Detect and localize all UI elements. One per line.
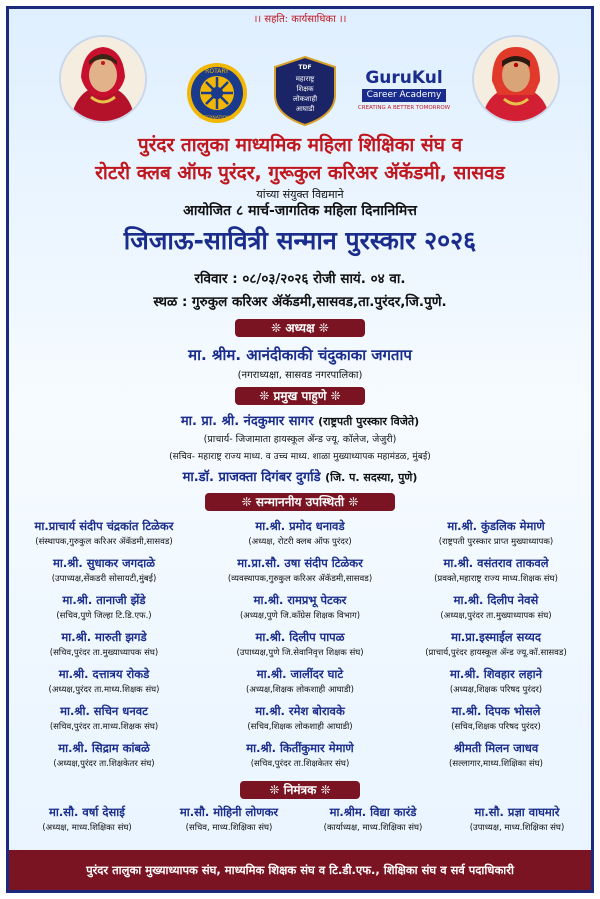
presence-desc: (अध्यक्ष,पुरंदर ता.मुख्याध्यापक संघ) xyxy=(440,611,552,621)
presence-item xyxy=(9,630,199,658)
chief-guest-2-name: मा.डॉ. प्राजक्ता दिगंबर दुर्गाडे xyxy=(182,470,321,485)
presence-desc: (अध्यक्ष,पुरंदर ता.माध्य.शिक्षक संघ) xyxy=(48,685,160,695)
presence-name: मा.श्री. कुंडलिक मेमाणे xyxy=(447,519,545,533)
gurukul-tagline: CREATING A BETTER TOMORROW xyxy=(357,105,451,111)
poster-frame xyxy=(6,6,594,893)
rotary-bottom-text: INTERNATIONAL xyxy=(198,116,236,121)
presence-desc: (राष्ट्रपती पुरस्कार प्राप्त मुख्याध्यापक) xyxy=(438,537,554,547)
presence-name: मा.श्री. जालींदर घाटे xyxy=(256,667,344,681)
invitation-desc: (उपाध्यक्ष, माध्य.शिक्षिका संघ) xyxy=(469,823,565,833)
presence-name: मा.प्रा.इस्माईल सय्यद xyxy=(451,630,541,644)
presence-desc: (प्राचार्य,पुरंदर हायस्कूल ॲन्ड ज्यू.कॉ.सासवड) xyxy=(425,648,567,658)
presence-name: मा.प्रा.सौ. उषा संदीप टिळेकर xyxy=(237,556,363,570)
presence-item xyxy=(205,630,395,658)
jijau-portrait-icon xyxy=(61,37,145,121)
presence-item xyxy=(9,667,199,695)
chief-guest-1-note: (राष्ट्रपती पुरस्कार विजेते) xyxy=(318,415,420,428)
presence-desc: (सचिव,पुरंदर ता.माध्य.शिक्षक संघ) xyxy=(49,722,159,732)
presence-desc: (सचिव,शिक्षक लोकशाही आघाडी) xyxy=(247,722,353,732)
invitation-item xyxy=(447,805,587,833)
presence-item xyxy=(9,556,199,584)
presence-item xyxy=(205,741,395,769)
presence-name: मा.श्री. सिद्राम कांबळे xyxy=(58,741,150,755)
top-tag: ।। सहति: कार्यसाधिका ।। xyxy=(253,14,347,25)
presence-item xyxy=(401,519,591,547)
invitation-name: मा.सौ. मोहिनी लोणकर xyxy=(179,805,279,819)
presence-name: मा.श्री. दिलीप नेवसे xyxy=(453,593,539,607)
presence-desc: (अध्यक्ष,पुणे जि.कॉंग्रेस शिक्षक विभाग) xyxy=(239,611,361,621)
presence-item xyxy=(205,593,395,621)
invitation-name: मा.श्रीम. विद्या कारंडे xyxy=(329,805,417,819)
invitation-desc: (अध्यक्ष, माध्य.शिक्षिका संघ) xyxy=(42,823,132,833)
presence-name: मा.श्री. दिपक भोसले xyxy=(451,704,541,718)
presence-name: मा.श्री. सुधाकर जगदाळे xyxy=(53,556,155,570)
presence-item xyxy=(401,556,591,584)
chief-guest-banner: ❊ प्रमुख पाहुणे ❊ xyxy=(235,387,365,405)
presence-name: मा.श्री. तानाजी झेंडे xyxy=(62,593,146,607)
presence-name: मा.श्री. सचिन धनवट xyxy=(60,704,148,718)
presence-item xyxy=(205,667,395,695)
savitri-portrait xyxy=(472,35,560,123)
org-line1: पुरंदर तालुका माध्यमिक महिला शिक्षिका संघ व xyxy=(137,134,463,156)
chief-guest-1 xyxy=(9,411,591,429)
presence-desc: (उपाध्यक्ष,पुणे जि.सेवानिवृत्त शिक्षक संघ) xyxy=(236,648,364,658)
presence-item xyxy=(9,704,199,732)
chief-guest-2-note: (जि. प. सदस्या, पुणे) xyxy=(325,471,418,484)
presence-item xyxy=(9,519,199,547)
invitation-banner: ❊ निमंत्रक ❊ xyxy=(240,781,360,799)
organized-line: आयोजित ८ मार्च-जागतिक महिला दिनानिमित्त xyxy=(183,203,417,219)
tdf-line4: आघाडी xyxy=(295,105,315,113)
tdf-logo xyxy=(269,55,341,127)
gurukul-title: GuruKul xyxy=(365,68,443,88)
presence-desc: (संस्थापक,गुरुकुल करिअर ॲकॅडमी,सासवड) xyxy=(35,537,173,547)
tdf-text: TDF xyxy=(298,64,312,71)
president-name: मा. श्रीम. आनंदीकाकी चंदुकाका जगताप xyxy=(188,346,412,364)
presence-desc: (अध्यक्ष,पुरंदर ता.शिक्षकेतर संघ) xyxy=(53,759,155,769)
presence-name: मा.श्री. शिवहार लहाने xyxy=(450,667,542,681)
invitation-item xyxy=(17,805,157,833)
presence-item xyxy=(401,593,591,621)
presence-name: मा.प्राचार्य संदीप चंद्रकांत टिळेकर xyxy=(34,519,174,533)
presence-item xyxy=(205,556,395,584)
gurukul-logo xyxy=(354,67,454,121)
presence-item xyxy=(205,519,395,547)
chief-guest-1-desc-b: (सचिव- महाराष्ट्र राज्य माध्य. व उच्च माध्य. शाळा मुख्याध्यापक महामंडळ, मुंबई) xyxy=(169,452,431,462)
presence-item xyxy=(401,704,591,732)
presence-name: मा.श्री. दत्तात्रय रोकडे xyxy=(58,667,150,681)
footer-banner: पुरंदर तालुका मुख्याध्यापक संघ, माध्यमिक शिक्षक संघ व टि.डी.एफ., शिक्षिका संघ व सर्व पदाधिकारी xyxy=(9,850,591,890)
org-line2: रोटरी क्लब ऑफ पुरंदर, गुरूकुल करिअर ॲकॅडमी, सासवड xyxy=(95,162,505,184)
rotary-top-text: ROTARY xyxy=(205,68,229,75)
presence-desc: (सचिव,पुरंदर ता.शिक्षकेतर संघ) xyxy=(250,759,350,769)
tdf-line2: शिक्षक xyxy=(296,85,314,93)
presence-desc: (अध्यक्ष, रोटरी क्लब ऑफ पुरंदर) xyxy=(248,537,352,547)
invitation-name: मा.सौ. प्रज्ञा वाघमारे xyxy=(474,805,560,819)
presence-desc: (अध्यक्ष,शिक्षक लोकशाही आघाडी) xyxy=(246,685,354,695)
invitation-desc: (कार्याध्यक्ष, माध्य.शिक्षिका संघ) xyxy=(323,823,423,833)
rotary-logo xyxy=(185,61,249,125)
presence-banner: ❊ सन्माननीय उपस्थिती ❊ xyxy=(205,493,395,511)
presence-name: मा.श्री. रमेश बोरावके xyxy=(255,704,345,718)
invitation-item xyxy=(303,805,443,833)
presence-desc: (प्रवक्ते,महाराष्ट्र राज्य माध्य.शिक्षक संघ) xyxy=(434,574,558,584)
presence-desc: (सचिव,शिक्षक परिषद पुरंदर) xyxy=(451,722,541,732)
event-title: जिजाऊ-सावित्री सन्मान पुरस्कार २०२६ xyxy=(123,226,477,255)
rotary-wheel-icon xyxy=(185,61,249,125)
president-banner: ❊ अध्यक्ष ❊ xyxy=(235,319,365,337)
presence-desc: (अध्यक्ष,शिक्षक परिषद पुरंदर) xyxy=(449,685,543,695)
presence-name: मा.श्री. मारुती झगडे xyxy=(61,630,147,644)
savitri-portrait-icon xyxy=(474,37,558,121)
invitation-desc: (सचिव, माध्य.शिक्षिका संघ) xyxy=(185,823,273,833)
tdf-line1: महाराष्ट्र xyxy=(295,75,315,83)
joint-line: यांच्या संयुक्त विद्यमाने xyxy=(256,188,344,201)
presence-name: मा.श्री. वसंतराव ताकवले xyxy=(443,556,549,570)
presence-desc: (सल्लागार,माध्य.शिक्षिका संघ) xyxy=(449,759,543,769)
presence-name: मा.श्री. रामप्रभू पेटकर xyxy=(253,593,347,607)
jijau-portrait xyxy=(59,35,147,123)
chief-guest-1-desc-a: (प्राचार्य- जिजामाता हायस्कूल ॲन्ड ज्यू. कॉलेज, जेजुरी) xyxy=(203,434,397,445)
tdf-line3: लोकशाही xyxy=(292,95,318,103)
presence-item xyxy=(205,704,395,732)
presence-desc: (सचिव,पुणे जिल्हा टि.डि.एफ.) xyxy=(56,611,152,621)
presence-item xyxy=(401,741,591,769)
chief-guest-1-name: मा. प्रा. श्री. नंदकुमार सागर xyxy=(180,414,314,429)
president-desc: (नगराध्यक्षा, सासवड नगरपालिका) xyxy=(237,370,363,381)
presence-item xyxy=(9,593,199,621)
presence-item xyxy=(9,741,199,769)
presence-name: मा.श्री. कितींकुमार मेमाणे xyxy=(246,741,354,755)
presence-item xyxy=(401,630,591,658)
presence-name: श्रीमती मिलन जाधव xyxy=(453,741,539,755)
presence-item xyxy=(401,667,591,695)
chief-guest-2 xyxy=(9,467,591,485)
presence-desc: (व्यवस्थापक,गुरुकुल करिअर ॲकॅडमी,सासवड) xyxy=(227,574,373,584)
presence-name: मा.श्री. दिलीप पापळ xyxy=(255,630,345,644)
invitation-name: मा.सौ. वर्षा देसाई xyxy=(49,805,125,819)
presence-name: मा.श्री. प्रमोद धनावडे xyxy=(255,519,345,533)
presence-desc: (सचिव,पुरंदर ता.मुख्याध्यापक संघ) xyxy=(49,648,159,658)
venue-line: स्थळ : गुरुकुल करिअर ॲकॅडमी,सासवड,ता.पुरंदर,जि.पुणे. xyxy=(153,294,447,310)
date-line: रविवार : ०८/०३/२०२६ रोजी सायं. ०४ वा. xyxy=(194,271,406,287)
tdf-shield-icon xyxy=(269,55,341,127)
presence-desc: (उपाध्यक्ष,सेंकडरी सोसायटी,मुंबई) xyxy=(51,574,157,584)
invitation-item xyxy=(159,805,299,833)
gurukul-sub: Career Academy xyxy=(362,89,446,102)
